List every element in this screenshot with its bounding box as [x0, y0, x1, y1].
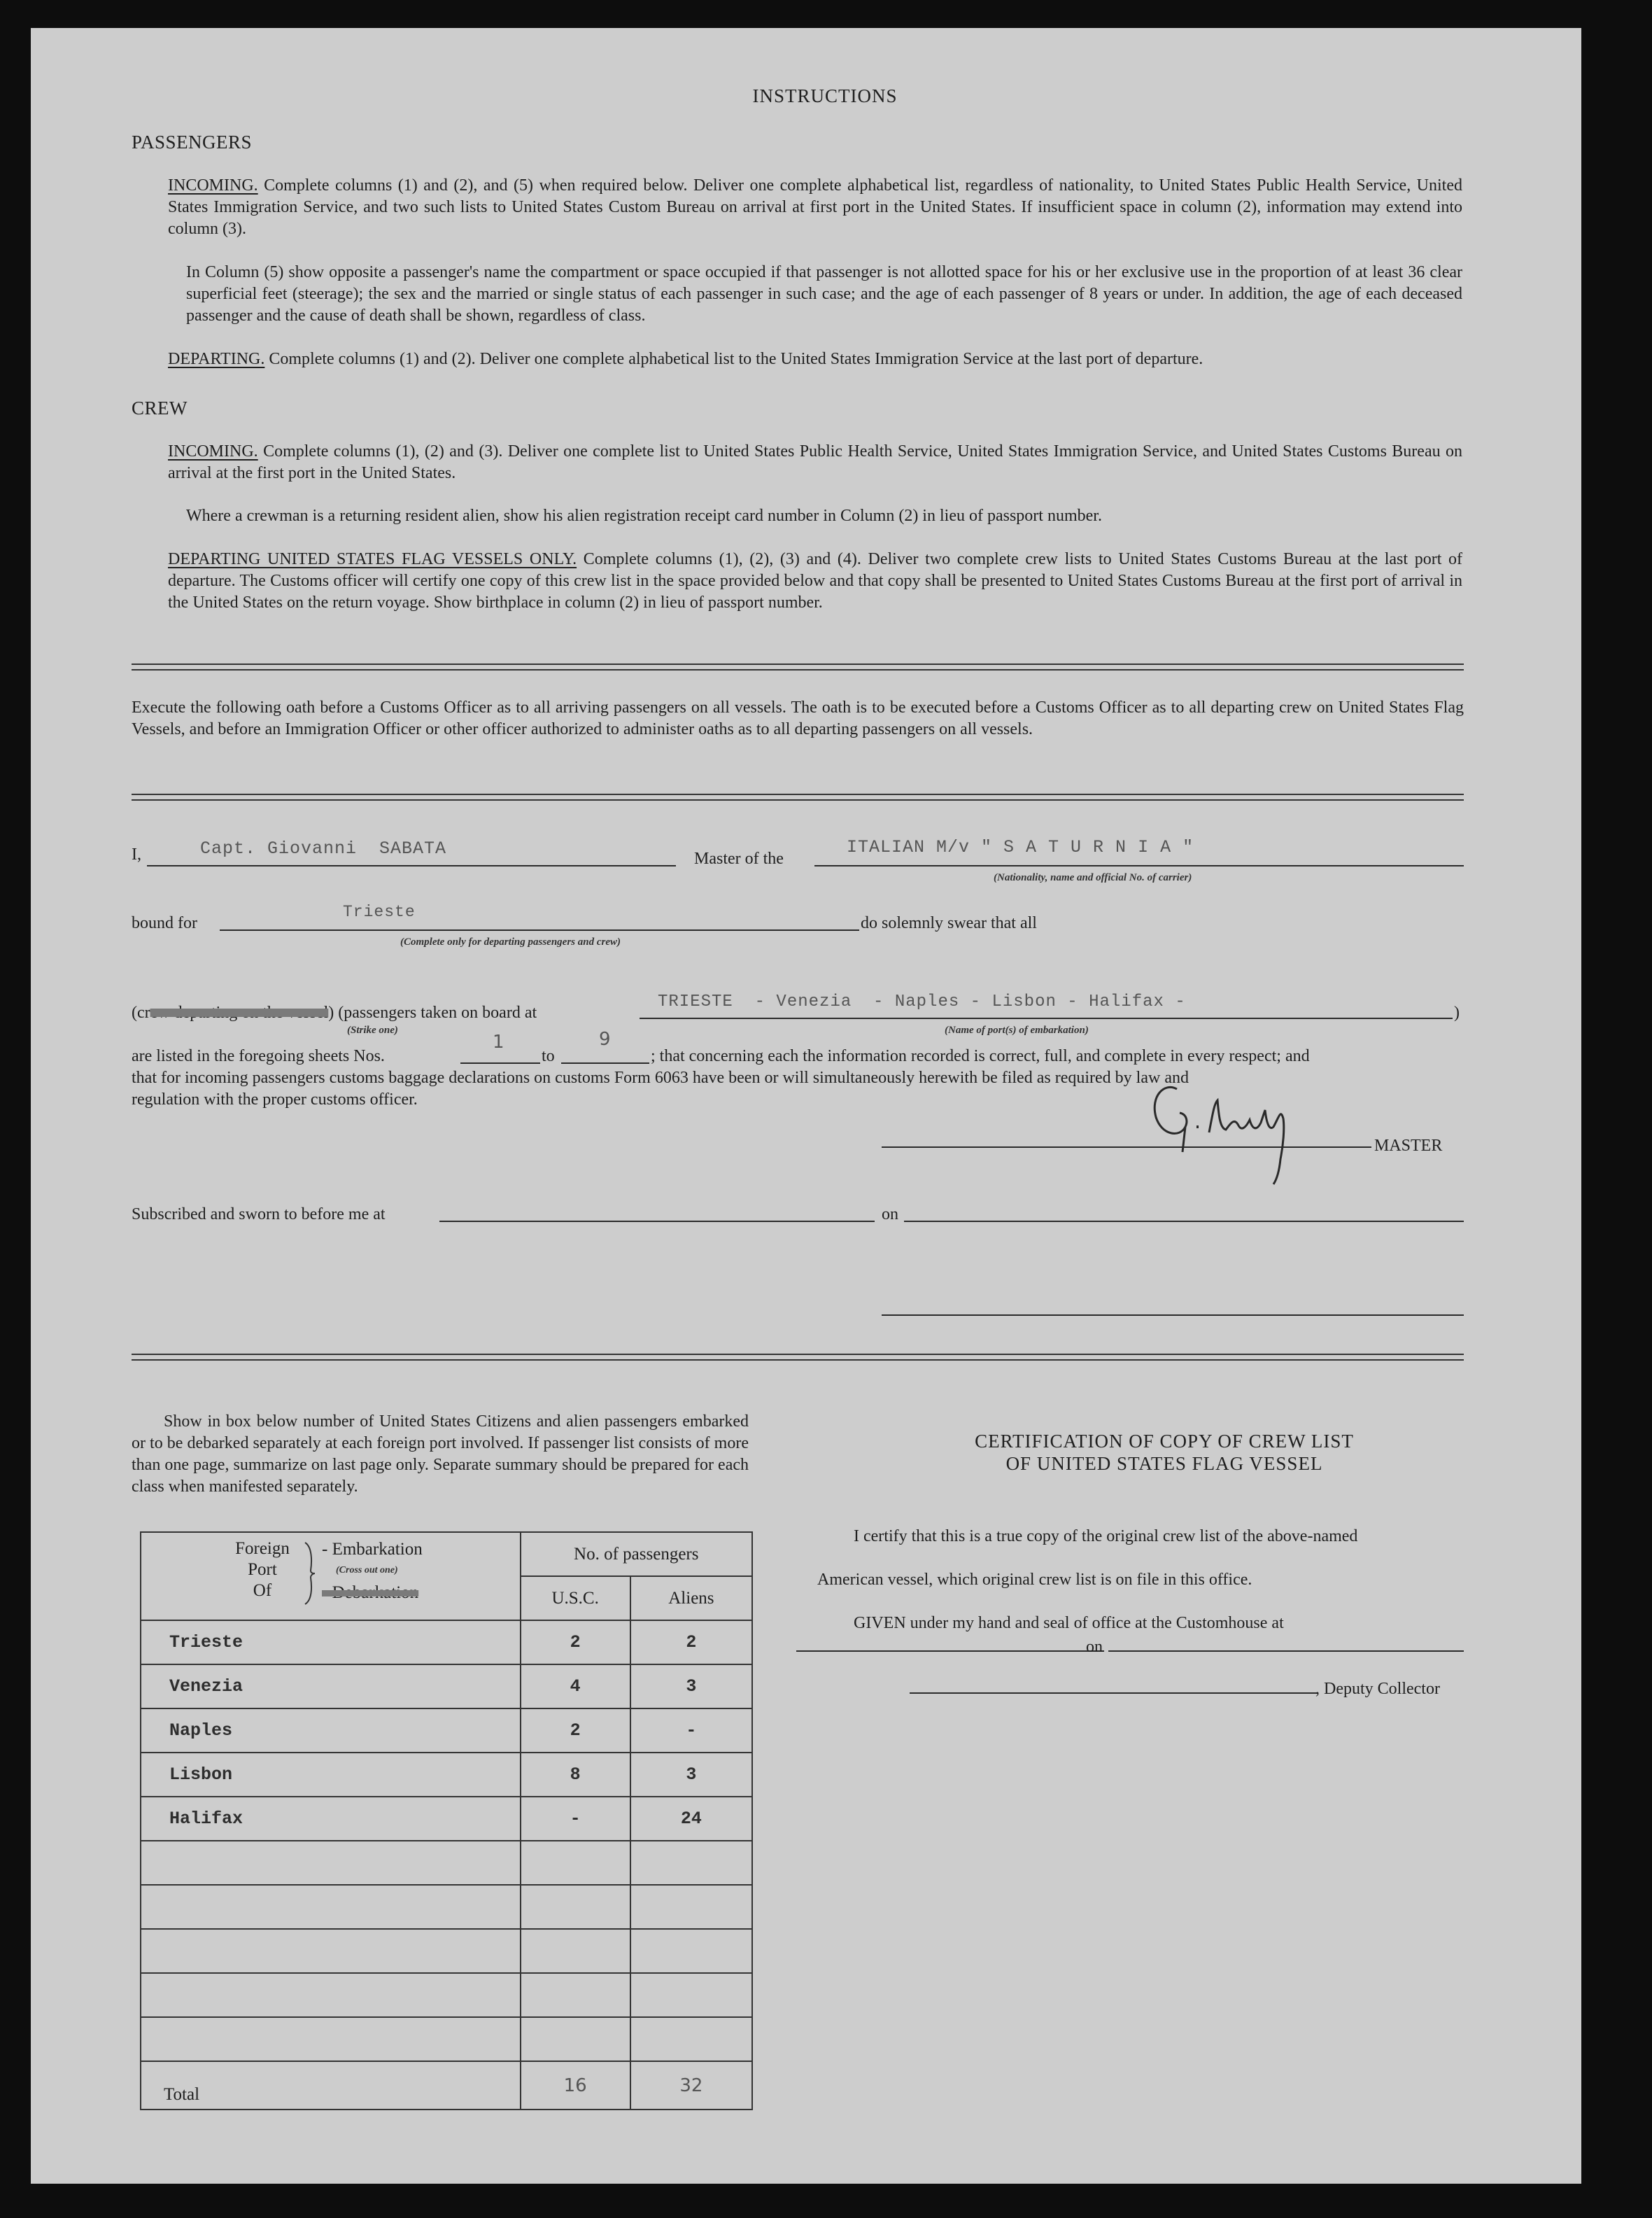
oath-line-regulation: regulation with the proper customs officer. — [132, 1090, 418, 1109]
divider-rule — [132, 664, 1464, 665]
total-aliens: 32 — [679, 2075, 703, 2096]
oath-line-customs-c: be filed as required by law and — [977, 1069, 1189, 1087]
strike-caption: (Strike one) — [347, 1025, 398, 1036]
signature-image — [1136, 1068, 1339, 1194]
table-row-empty — [141, 1973, 752, 2017]
table-row-empty — [141, 1885, 752, 1929]
subscribed-label: Subscribed and sworn to before me at — [132, 1205, 386, 1223]
passengers-heading: PASSENGERS — [132, 132, 253, 153]
row-port: Trieste — [169, 1632, 243, 1652]
passengers-incoming-text: Complete columns (1) and (2), and (5) when required below. Deliver one complete alphabetical list, regardless of nationality, to United States Public Health Service, United States Immigration Service, and two such lists to United States Custom Bureau on arrival at first port in the United States. If insufficient space in column (2), information may extend into column (3). — [168, 176, 1463, 238]
aliens-header-cell: Aliens — [630, 1576, 752, 1620]
row-aliens: - — [686, 1720, 697, 1741]
passengers-departing-text: Complete columns (1) and (2). Deliver one complete alphabetical list to the United States Immigration Service at the last port of departure. — [269, 350, 1203, 368]
master-label: MASTER — [1374, 1137, 1443, 1155]
divider-rule — [132, 1359, 1464, 1361]
header-cross: (Cross out one) — [336, 1565, 398, 1575]
certification-title-line2: OF UNITED STATES FLAG VESSEL — [1005, 1453, 1323, 1474]
certification-date-line[interactable] — [1108, 1650, 1464, 1652]
table-header-row — [141, 1532, 752, 1576]
swear-text: do solemnly swear that all — [861, 914, 1037, 932]
passengers-option: (passengers taken on board at — [338, 1004, 537, 1022]
passengers-departing-para — [168, 349, 1462, 370]
officer-signature-line[interactable] — [882, 1314, 1464, 1316]
crew-incoming-para — [168, 441, 1462, 484]
vessel-line — [814, 865, 1464, 866]
sheets-suffix: ; that concerning each the information recorded is correct, full, and complete in every respect; and — [651, 1047, 1310, 1065]
sheet-from-line — [460, 1062, 540, 1064]
bound-for-line — [220, 929, 859, 931]
row-port: Naples — [169, 1720, 233, 1741]
subscribed-place-line[interactable] — [439, 1221, 875, 1222]
row-usc: 4 — [570, 1676, 581, 1697]
row-port: Venezia — [169, 1676, 243, 1697]
master-name-line — [147, 865, 676, 866]
row-port: Lisbon — [169, 1764, 233, 1785]
total-label: Total — [141, 2061, 521, 2110]
table-row-empty — [141, 2017, 752, 2061]
header-of: Of — [253, 1581, 272, 1600]
table-row-empty — [141, 1841, 752, 1885]
port-header-labels — [224, 1538, 301, 1601]
table-row — [141, 1797, 752, 1841]
divider-rule — [132, 799, 1464, 801]
row-usc: - — [570, 1809, 581, 1829]
bound-for-caption: (Complete only for departing passengers and crew) — [400, 936, 621, 948]
deputy-signature-line[interactable] — [910, 1692, 1318, 1694]
table-row-empty — [141, 1929, 752, 1973]
crew-departing-para — [168, 549, 1462, 614]
row-aliens: 2 — [686, 1632, 697, 1652]
certification-line1: I certify that this is a true copy of the original crew list of the above-named — [854, 1527, 1358, 1545]
row-usc: 2 — [570, 1632, 581, 1652]
oath-line-customs — [132, 1067, 1189, 1089]
passengers-header-cell: No. of passengers — [521, 1532, 752, 1576]
sheet-from-value[interactable]: 1 — [493, 1032, 504, 1053]
port-header-cell — [141, 1532, 521, 1620]
subscribed-on-label: on — [882, 1205, 898, 1223]
crew-resident-para: Where a crewman is a returning resident alien, show his alien registration receipt card number in Column (2) in lieu of passport number. — [186, 507, 1102, 525]
passengers-column5-para: In Column (5) show opposite a passenger's name the compartment or space occupied if that passenger is not allotted space for his or her exclusive use in the proportion of at least 36 clear superficial feet (steerage); the sex and the married or single status of each passenger in such case; and the age of each passenger of 8 years or under. In addition, the age of each deceased passenger and the cause of death shall be shown, regardless of class. — [186, 263, 1462, 325]
usc-header-cell: U.S.C. — [521, 1576, 630, 1620]
close-paren: ) — [328, 1004, 334, 1022]
table-row — [141, 1708, 752, 1753]
certification-title-line1: CERTIFICATION OF COPY OF CREW LIST — [975, 1431, 1354, 1452]
row-port: Halifax — [169, 1809, 243, 1829]
header-debark-struck[interactable]: - Debarkation — [322, 1583, 419, 1602]
certification-line3: GIVEN under my hand and seal of office at the Customhouse at — [854, 1614, 1284, 1632]
crew-departing-label: DEPARTING UNITED STATES FLAG VESSELS ONLY. — [168, 550, 577, 568]
header-port: Port — [248, 1560, 277, 1579]
certification-on-label: on — [1086, 1638, 1103, 1656]
divider-rule — [132, 669, 1464, 671]
row-aliens: 3 — [686, 1676, 697, 1697]
crew-heading: CREW — [132, 398, 188, 419]
sheet-to-line — [561, 1062, 649, 1064]
form-page — [31, 28, 1581, 2184]
crew-incoming-text: Complete columns (1), (2) and (3). Deliver one complete list to United States Public Health Service, United States Immigration Service, and United States Customs Bureau on arrival at the first port in the United States. — [168, 442, 1463, 482]
sheets-prefix: are listed in the foregoing sheets Nos. — [132, 1047, 385, 1065]
crew-incoming-label: INCOMING. — [168, 442, 258, 461]
passengers-incoming-label: INCOMING. — [168, 176, 258, 195]
table-row — [141, 1620, 752, 1664]
open-paren: (cr — [132, 1004, 150, 1022]
ports-line — [640, 1018, 1453, 1019]
table-row — [141, 1753, 752, 1797]
passenger-summary-table — [140, 1531, 753, 2110]
i-label: I, — [132, 845, 141, 864]
master-of-label: Master of the — [694, 850, 784, 868]
header-embark: - Embarkation — [322, 1540, 423, 1559]
ports-close-paren: ) — [1454, 1004, 1460, 1022]
total-usc: 16 — [563, 2075, 587, 2096]
subscribed-date-line[interactable] — [904, 1221, 1464, 1222]
divider-rule — [132, 794, 1464, 795]
sheet-to-value[interactable]: 9 — [599, 1029, 611, 1050]
oath-line-customs-b: ith — [959, 1069, 978, 1087]
master-name-value[interactable]: Capt. Giovanni SABATA — [200, 838, 447, 859]
deputy-collector-label: , Deputy Collector — [1315, 1680, 1440, 1698]
crew-departing-text: Complete columns (1), (2), (3) and (4). Deliver two complete crew lists to United States Customs Bureau at the last port of departure. The Customs officer will certify one copy of this crew list in the space provided below and that copy shall be presented to United States Customs Bureau at the first port of arrival in the United States on the return voyage. Show birthplace in column (2) in lieu of passport number. — [168, 550, 1463, 612]
ports-value[interactable]: TRIESTE - Venezia - Naples - Lisbon - Halifax - — [658, 992, 1186, 1011]
row-aliens: 3 — [686, 1764, 697, 1785]
vessel-caption: (Nationality, name and official No. of carrier) — [994, 872, 1192, 883]
certification-line2: American vessel, which original crew list is on file in this office. — [817, 1571, 1252, 1589]
summary-instructions: Show in box below number of United States Citizens and alien passengers embarked or to be debarked separately at each foreign port involved. If passenger list consists of more than one page, summarize on last page only. Separate summary should be prepared for each class when manifested separately. — [132, 1412, 749, 1496]
divider-rule — [132, 1354, 1464, 1355]
row-aliens: 24 — [680, 1809, 702, 1829]
crew-option-struck[interactable]: ew departing on the vessel — [150, 1004, 329, 1022]
passengers-departing-label: DEPARTING. — [168, 350, 265, 368]
customhouse-line[interactable] — [796, 1650, 1104, 1652]
row-usc: 2 — [570, 1720, 581, 1741]
bound-for-value[interactable]: Trieste — [343, 903, 416, 921]
oath-line-customs-a: that for incoming passengers customs baggage declarations on customs Form 6063 have been or will simultaneously herew — [132, 1069, 960, 1087]
signature-line — [882, 1146, 1371, 1148]
header-foreign: Foreign — [235, 1539, 290, 1558]
row-usc: 8 — [570, 1764, 581, 1785]
instructions-title: INSTRUCTIONS — [752, 85, 898, 106]
to-label: to — [542, 1047, 555, 1065]
bound-for-label: bound for — [132, 914, 197, 932]
oath-intro: Execute the following oath before a Customs Officer as to all arriving passengers on all vessels. The oath is to be executed before a Customs Officer as to all departing crew on United States Flag Vessels, and before an Immigration Officer or other officer authorized to administer oaths as to all departing passengers on all vessels. — [132, 699, 1464, 738]
table-row — [141, 1664, 752, 1708]
table-total-row — [141, 2061, 752, 2110]
brace-icon — [302, 1540, 318, 1607]
vessel-value[interactable]: ITALIAN M/v " S A T U R N I A " — [847, 837, 1194, 857]
passengers-incoming-para — [168, 175, 1462, 240]
ports-caption: (Name of port(s) of embarkation) — [945, 1025, 1089, 1036]
strike-option-group — [132, 1002, 537, 1024]
